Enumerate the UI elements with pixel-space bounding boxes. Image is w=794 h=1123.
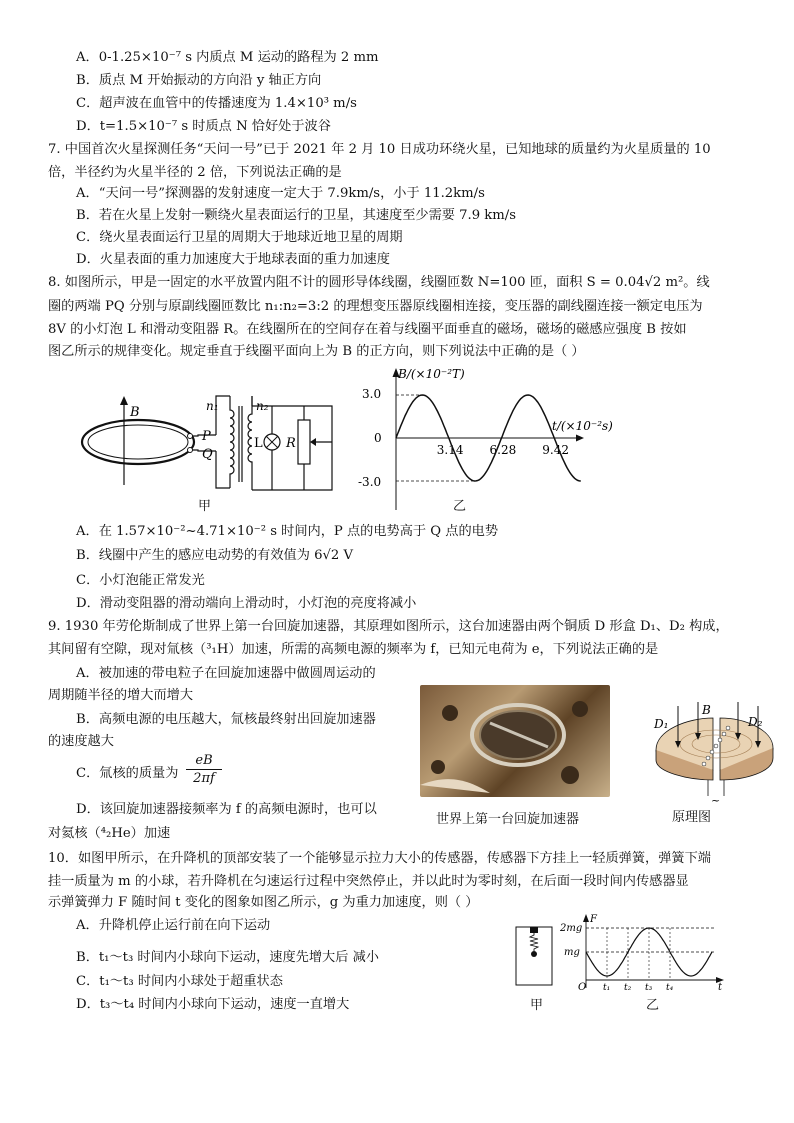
ft-ylabel: F bbox=[590, 914, 597, 925]
q6-option-a: A．0-1.25×10⁻⁷ s 内质点 M 运动的路程为 2 mm bbox=[76, 50, 379, 65]
q8-option-a: A．在 1.57×10⁻²~4.71×10⁻² s 时间内，P 点的电势高于 Q 点的电势 bbox=[76, 524, 499, 539]
q10-option-d: D．t₃～t₄ 时间内小球向下运动，速度一直增大 bbox=[76, 997, 350, 1012]
ft-xtick-t4: t₄ bbox=[666, 983, 674, 993]
q8-option-d: D．滑动变阻器的滑动端向上滑动时，小灯泡的亮度将减小 bbox=[76, 596, 417, 611]
q8-label-r: R bbox=[286, 436, 296, 451]
q9-fraction-numerator: eB bbox=[186, 752, 222, 770]
q8-bt-chart bbox=[352, 364, 622, 514]
q9-stem-line1: 9. 1930 年劳伦斯制成了世界上第一台回旋加速器，其原理如图所示，这台加速器由两个铜质 D 形盒 D₁、D₂ 构成， bbox=[48, 619, 729, 634]
q6-option-d: D．t=1.5×10⁻⁷ s 时质点 N 恰好处于波谷 bbox=[76, 119, 331, 134]
q9-fraction bbox=[186, 752, 222, 787]
q8-caption-right: 乙 bbox=[453, 499, 467, 514]
q8-label-q: Q bbox=[202, 447, 213, 462]
q10-option-a: A．升降机停止运行前在向下运动 bbox=[76, 918, 271, 933]
cyclotron-principle-diagram bbox=[648, 700, 778, 810]
ft-ytick-mg: mg bbox=[564, 947, 580, 958]
cyclotron-photo bbox=[420, 685, 610, 797]
q8-option-c: C．小灯泡能正常发光 bbox=[76, 573, 205, 588]
q9-option-a-line2: 周期随半径的增大而增大 bbox=[48, 688, 194, 703]
q9-option-d-line1: D．该回旋加速器接频率为 f 的高频电源时，也可以 bbox=[76, 802, 377, 817]
q9-photo-caption: 世界上第一台回旋加速器 bbox=[436, 812, 580, 827]
q8-stem-line3: 8V 的小灯泡 L 和滑动变阻器 R。在线圈所在的空间存在着与线圈平面垂直的磁场，磁场的磁感应强度 B 按如 bbox=[48, 322, 687, 337]
q8-stem-line1: 8. 如图所示，甲是一固定的水平放置内阻不计的圆形导体线圈，线圈匝数 N=100 匝，面积 S = 0.04√2 m²。线 bbox=[48, 275, 710, 290]
q7-option-b: B．若在火星上发射一颗绕火星表面运行的卫星，其速度至少需要 7.9 km/s bbox=[76, 208, 517, 223]
q10-option-b: B．t₁～t₃ 时间内小球向下运动，速度先增大后 减小 bbox=[76, 950, 379, 965]
q10-ft-chart bbox=[558, 912, 738, 994]
diagram-label-b: B bbox=[702, 703, 711, 717]
q10-caption-right: 乙 bbox=[646, 998, 660, 1013]
q8-circuit-diagram bbox=[78, 390, 348, 500]
q8-stem-line2: 圈的两端 PQ 分别与原副线圈匝数比 n₁:n₂=3:2 的理想变压器原线圈相连接，变压器的副线圈连接一额定电压为 bbox=[48, 299, 703, 314]
ft-xtick-t1: t₁ bbox=[603, 983, 611, 993]
q9-option-a-line1: A．被加速的带电粒子在回旋加速器中做圆周运动的 bbox=[76, 666, 376, 681]
q9-option-b-line2: 的速度越大 bbox=[48, 734, 114, 749]
q10-stem-line1: 10．如图甲所示，在升降机的顶部安装了一个能够显示拉力大小的传感器，传感器下方挂上一轻质弹簧，弹簧下端 bbox=[48, 851, 711, 866]
q8-label-l: L bbox=[254, 436, 263, 451]
q10-stem-line3: 示弹簧弹力 F 随时间 t 变化的图象如图乙所示，g 为重力加速度，则（ ） bbox=[48, 895, 479, 910]
bt-ytick-zero: 0 bbox=[374, 431, 382, 445]
diagram-label-tilde: ~ bbox=[711, 794, 721, 807]
q9-fraction-denominator: 2πf bbox=[193, 771, 215, 786]
q8-stem-line4: 图乙所示的规律变化。规定垂直于线圈平面向上为 B 的正方向，则下列说法中正确的是（ ） bbox=[48, 344, 585, 359]
q7-option-c: C．绕火星表面运行卫星的周期大于地球近地卫星的周期 bbox=[76, 230, 403, 245]
q9-stem-line2: 其间留有空隙，现对氚核（³₁H）加速，所需的高频电源的频率为 f，已知元电荷为 e，下列说法正确的是 bbox=[48, 642, 659, 657]
ft-xtick-t2: t₂ bbox=[624, 983, 632, 993]
q8-label-n2: n₂ bbox=[256, 399, 269, 413]
q7-option-d: D．火星表面的重力加速度大于地球表面的重力加速度 bbox=[76, 252, 390, 267]
q6-option-b: B．质点 M 开始振动的方向沿 y 轴正方向 bbox=[76, 73, 322, 88]
q8-caption-left: 甲 bbox=[198, 499, 212, 514]
bt-ylabel: B/(×10⁻²T) bbox=[398, 367, 465, 381]
q7-option-a: A．“天问一号”探测器的发射速度一定大于 7.9km/s，小于 11.2km/s bbox=[76, 186, 485, 201]
q10-stem-line2: 挂一质量为 m 的小球，若升降机在匀速运行过程中突然停止，并以此时为零时刻，在后面一段时间内传感器显 bbox=[48, 874, 689, 889]
q8-label-n1: n₁ bbox=[206, 399, 219, 413]
q9-diagram-caption: 原理图 bbox=[672, 810, 712, 825]
ft-origin: O bbox=[578, 982, 587, 993]
bt-xtick-1: 3.14 bbox=[436, 443, 464, 457]
q8-option-b: B．线圈中产生的感应电动势的有效值为 6√2 V bbox=[76, 548, 353, 563]
ft-xtick-t3: t₃ bbox=[645, 983, 653, 993]
diagram-label-d2: D₂ bbox=[748, 715, 763, 729]
q9-option-b-line1: B．高频电源的电压越大，氚核最终射出回旋加速器 bbox=[76, 712, 376, 727]
bt-xlabel: t/(×10⁻²s) bbox=[552, 419, 613, 433]
bt-ytick-min: -3.0 bbox=[358, 475, 382, 489]
q10-elevator-diagram bbox=[514, 925, 554, 989]
q10-option-c: C．t₁～t₃ 时间内小球处于超重状态 bbox=[76, 974, 283, 989]
q7-stem-line1: 7. 中国首次火星探测任务“天问一号”已于 2021 年 2 月 10 日成功环绕火星，已知地球的质量约为火星质量的 10 bbox=[48, 142, 711, 157]
q10-caption-left: 甲 bbox=[530, 998, 544, 1013]
cyclotron-photo-illustration bbox=[420, 685, 610, 797]
ft-ytick-2mg: 2mg bbox=[560, 923, 583, 934]
bt-ytick-max: 3.0 bbox=[362, 387, 382, 401]
q9-option-d-line2: 对氦核（⁴₂He）加速 bbox=[48, 826, 171, 841]
ft-xlabel: t bbox=[718, 982, 723, 993]
bt-xtick-2: 6.28 bbox=[489, 443, 517, 457]
bt-xtick-3: 9.42 bbox=[542, 443, 570, 457]
q6-option-c: C．超声波在血管中的传播速度为 1.4×10³ m/s bbox=[76, 96, 357, 111]
diagram-label-d1: D₁ bbox=[654, 717, 669, 731]
q7-stem-line2: 倍，半径约为火星半径的 2 倍，下列说法正确的是 bbox=[48, 165, 342, 180]
q8-label-p: P bbox=[202, 429, 211, 444]
q9-option-c: C．氚核的质量为 bbox=[76, 766, 179, 781]
q8-label-b: B bbox=[130, 405, 140, 420]
